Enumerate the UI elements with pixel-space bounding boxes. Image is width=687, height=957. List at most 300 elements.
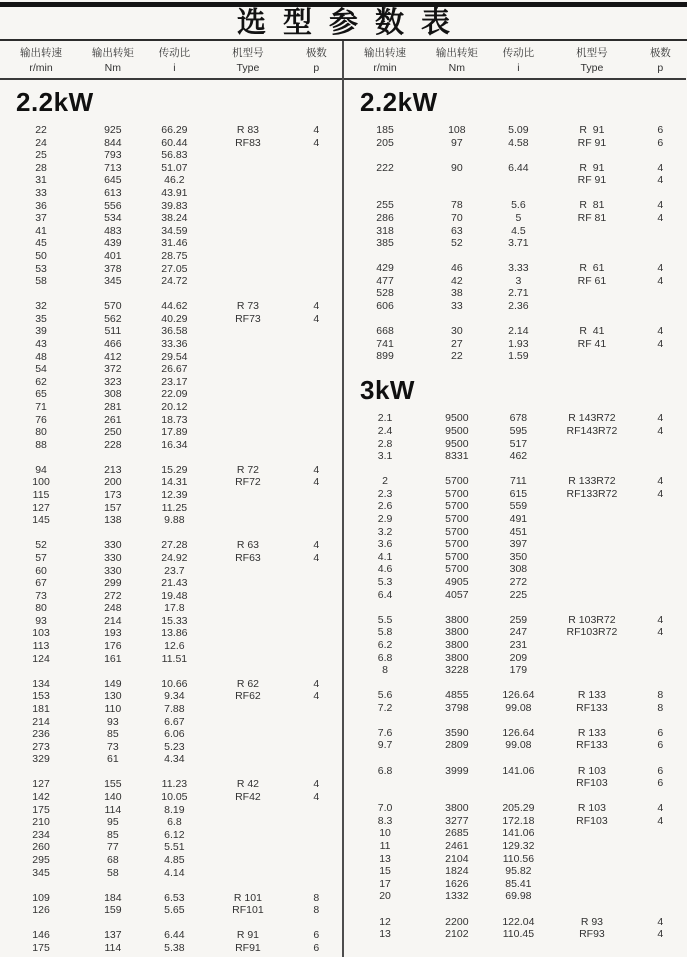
torque-cell: 5700 — [445, 538, 469, 551]
poles-cell: 6 — [657, 124, 664, 136]
torque-cell: 5700 — [445, 550, 469, 563]
table-row — [0, 502, 342, 515]
ratio-cell: 5.6 — [511, 199, 526, 212]
torque-cell: 9500 — [445, 437, 469, 450]
type-cell — [205, 653, 291, 666]
speed-cell: 41 — [35, 224, 47, 237]
speed-cell: 32 — [35, 300, 47, 313]
torque-cell: 97 — [451, 136, 463, 149]
poles-cell — [291, 363, 342, 376]
torque-cell: 8331 — [445, 450, 469, 463]
torque-cell: 3800 — [445, 802, 469, 815]
type-cell — [205, 426, 291, 439]
poles-cell — [635, 840, 686, 853]
ratio-cell: 31.46 — [161, 237, 188, 250]
torque-cell: 73 — [107, 740, 119, 753]
type-cell: RF63 — [235, 551, 261, 564]
ratio-cell: 10.66 — [161, 677, 188, 690]
torque-cell: 149 — [104, 677, 122, 690]
torque-cell: 93 — [107, 715, 119, 728]
speed-cell: 13 — [379, 928, 391, 941]
torque-cell: 439 — [104, 237, 122, 250]
table-row — [344, 162, 686, 175]
ratio-cell — [488, 777, 550, 790]
speed-cell: 71 — [35, 400, 47, 413]
speed-cell: 2.9 — [377, 513, 393, 526]
table-row — [0, 149, 342, 162]
poles-cell — [291, 401, 342, 414]
speed-cell: 222 — [376, 161, 394, 174]
column-label: 传动比 — [158, 47, 191, 59]
ratio-cell: 9.34 — [164, 690, 185, 703]
type-cell — [205, 816, 291, 829]
poles-cell — [291, 174, 342, 187]
type-cell: R 91 — [236, 929, 260, 942]
torque-cell: 345 — [104, 275, 122, 288]
ratio-cell: 19.48 — [161, 589, 188, 602]
poles-cell — [635, 652, 686, 665]
type-cell: R 91 — [579, 161, 605, 174]
torque-cell: 30 — [451, 325, 463, 338]
table-row — [0, 325, 342, 338]
ratio-cell: 13.86 — [161, 627, 188, 640]
speed-cell: 39 — [35, 325, 47, 338]
table-row — [0, 338, 342, 351]
poles-cell: 4 — [657, 475, 664, 488]
type-cell — [205, 602, 291, 615]
type-cell: RF133 — [576, 739, 608, 752]
poles-cell: 4 — [313, 791, 320, 803]
ratio-cell: 23.7 — [164, 564, 185, 577]
table-row — [0, 351, 342, 364]
column-header-row — [0, 41, 342, 80]
type-cell — [205, 640, 291, 653]
poles-cell: 6 — [313, 929, 320, 942]
ratio-cell: 18.73 — [161, 413, 188, 426]
table-row — [0, 577, 342, 590]
ratio-cell: 15.33 — [161, 614, 188, 627]
poles-cell — [635, 589, 686, 602]
speed-cell: 35 — [35, 312, 47, 325]
ratio-cell: 11.51 — [161, 652, 188, 665]
table-row — [344, 287, 686, 300]
column-unit: Nm — [448, 62, 466, 74]
ratio-group — [0, 678, 342, 766]
type-cell — [205, 627, 291, 640]
type-cell — [205, 162, 291, 175]
power-section-heading: 3kW — [360, 375, 415, 406]
poles-cell: 4 — [657, 425, 664, 437]
speed-cell: 286 — [376, 211, 394, 224]
type-cell — [205, 867, 291, 880]
table-row — [0, 539, 342, 552]
ratio-cell: 21.43 — [161, 577, 188, 590]
table-row — [0, 275, 342, 288]
ratio-cell: 46.2 — [164, 174, 185, 187]
speed-cell: 65 — [35, 388, 47, 401]
poles-cell — [291, 187, 342, 200]
type-cell: R 61 — [579, 262, 605, 275]
ratio-cell: 397 — [509, 538, 528, 551]
speed-cell: 2 — [382, 475, 388, 488]
type-cell — [205, 804, 291, 817]
type-cell — [549, 551, 635, 564]
ratio-cell: 6.8 — [167, 816, 182, 829]
type-cell: R 63 — [236, 539, 260, 552]
type-cell — [205, 565, 291, 578]
table-row — [344, 639, 686, 652]
table-row — [344, 551, 686, 564]
ratio-cell: 6.44 — [164, 929, 185, 942]
speed-cell: 6.2 — [377, 638, 393, 651]
poles-cell — [635, 639, 686, 652]
poles-cell — [291, 514, 342, 527]
type-cell — [205, 200, 291, 213]
table-row — [344, 438, 686, 451]
type-cell: RF133 — [576, 701, 608, 714]
speed-cell: 60 — [35, 564, 47, 577]
poles-cell — [291, 615, 342, 628]
poles-cell: 4 — [657, 814, 664, 827]
ratio-group — [344, 199, 686, 249]
ratio-cell: 11.23 — [161, 778, 188, 791]
speed-cell: 48 — [35, 350, 47, 363]
type-cell — [205, 489, 291, 502]
table-row — [344, 425, 686, 438]
type-cell: RF143R72 — [566, 425, 618, 437]
ratio-cell: 51.07 — [161, 161, 188, 174]
speed-cell: 4.1 — [377, 550, 393, 563]
table-row — [344, 338, 686, 351]
torque-cell: 645 — [104, 174, 122, 187]
type-cell: RF 41 — [577, 337, 607, 350]
table-row — [344, 538, 686, 551]
type-cell: R 42 — [236, 778, 260, 791]
speed-cell: 80 — [35, 426, 47, 439]
ratio-group — [0, 778, 342, 879]
speed-cell: 100 — [32, 476, 50, 489]
torque-cell: 137 — [104, 929, 122, 942]
speed-cell: 145 — [32, 514, 50, 527]
table-row — [344, 840, 686, 853]
speed-cell: 52 — [35, 539, 47, 552]
table-row — [0, 804, 342, 817]
table-row — [0, 162, 342, 175]
table-row — [344, 513, 686, 526]
type-cell — [205, 225, 291, 238]
column-header — [426, 46, 488, 75]
type-cell — [205, 250, 291, 263]
table-row — [344, 614, 686, 627]
type-cell: RF42 — [235, 791, 261, 803]
column-label: 极数 — [649, 47, 671, 59]
torque-cell: 61 — [107, 753, 119, 766]
poles-cell — [291, 426, 342, 439]
torque-cell: 3800 — [445, 626, 469, 639]
torque-cell: 70 — [451, 211, 463, 224]
ratio-group — [0, 892, 342, 917]
ratio-cell: 205.29 — [502, 802, 535, 815]
speed-cell: 43 — [35, 338, 47, 350]
ratio-group — [344, 765, 686, 790]
ratio-cell: 12.6 — [164, 640, 185, 653]
table-row — [344, 765, 686, 778]
type-cell — [205, 841, 291, 854]
speed-cell: 2.4 — [377, 425, 393, 437]
type-cell — [205, 741, 291, 754]
type-cell — [205, 439, 291, 452]
table-row — [0, 489, 342, 502]
torque-cell: 38 — [451, 287, 463, 300]
ratio-group — [0, 124, 342, 288]
ratio-cell: 5.09 — [508, 124, 529, 136]
table-row — [0, 187, 342, 200]
torque-cell: 3999 — [445, 764, 469, 777]
poles-cell — [291, 338, 342, 351]
type-cell: R 72 — [236, 463, 260, 476]
ratio-cell — [488, 174, 550, 187]
poles-cell — [291, 351, 342, 364]
speed-cell: 2.6 — [377, 500, 393, 513]
poles-cell: 4 — [313, 300, 320, 313]
type-cell: R 133 — [577, 726, 606, 739]
power-section-heading: 2.2kW — [16, 87, 94, 117]
column-label: 机型号 — [232, 47, 264, 59]
type-cell — [205, 401, 291, 414]
type-cell — [549, 563, 635, 576]
poles-cell: 4 — [657, 915, 664, 928]
speed-cell: 73 — [35, 589, 47, 602]
type-cell — [549, 589, 635, 602]
table-row — [0, 753, 342, 766]
type-cell — [205, 325, 291, 338]
table-row — [344, 450, 686, 463]
table-row — [0, 640, 342, 653]
table-row — [0, 716, 342, 729]
poles-cell — [635, 865, 686, 878]
torque-cell: 228 — [104, 438, 122, 451]
poles-cell — [291, 162, 342, 175]
poles-cell — [291, 728, 342, 741]
ratio-cell: 3.33 — [508, 262, 529, 275]
speed-cell: 93 — [35, 614, 47, 627]
ratio-cell: 129.32 — [502, 840, 535, 853]
ratio-cell: 17.89 — [161, 426, 188, 439]
torque-cell: 33 — [451, 300, 463, 313]
speed-cell: 127 — [32, 778, 50, 791]
ratio-group — [0, 464, 342, 527]
type-cell: RF 91 — [577, 174, 607, 187]
table-row — [344, 576, 686, 589]
ratio-cell: 36.58 — [161, 325, 188, 338]
ratio-group — [0, 539, 342, 665]
ratio-cell: 451 — [509, 525, 528, 538]
torque-cell: 3277 — [445, 814, 469, 827]
poles-cell — [635, 576, 686, 589]
ratio-cell: 517 — [509, 437, 528, 450]
poles-cell: 4 — [657, 412, 664, 425]
ratio-group — [344, 162, 686, 187]
ratio-cell: 2.14 — [508, 325, 529, 338]
torque-cell: 52 — [451, 237, 463, 250]
poles-cell — [635, 513, 686, 526]
column-unit: Type — [236, 62, 260, 74]
poles-cell: 4 — [313, 778, 320, 791]
torque-cell: 713 — [104, 161, 122, 174]
torque-cell: 5700 — [445, 500, 469, 513]
type-cell — [205, 149, 291, 162]
speed-cell: 109 — [32, 891, 50, 904]
ratio-cell: 10.05 — [161, 791, 188, 803]
torque-cell: 3798 — [445, 701, 469, 714]
column-label: 输出转矩 — [435, 47, 478, 59]
table-row — [0, 929, 342, 942]
torque-cell: 3800 — [445, 651, 469, 664]
torque-cell: 4057 — [445, 588, 469, 601]
type-cell: RF103R72 — [566, 626, 618, 639]
poles-cell: 4 — [657, 174, 664, 187]
ratio-cell: 34.59 — [161, 224, 188, 237]
poles-cell — [635, 300, 686, 313]
ratio-cell: 27.28 — [161, 539, 188, 552]
table-row — [0, 602, 342, 615]
poles-cell: 4 — [657, 626, 664, 639]
type-cell — [549, 840, 635, 853]
column-unit: Type — [580, 62, 604, 74]
table-row — [0, 439, 342, 452]
table-row — [344, 262, 686, 275]
speed-cell: 17 — [379, 877, 391, 890]
ratio-group — [0, 929, 342, 954]
type-cell — [205, 590, 291, 603]
poles-cell — [635, 438, 686, 451]
ratio-cell: 43.91 — [161, 186, 188, 199]
poles-cell — [291, 325, 342, 338]
torque-cell: 330 — [104, 551, 122, 564]
column-label: 输出转速 — [20, 47, 63, 59]
speed-cell: 28 — [35, 161, 47, 174]
ratio-cell: 172.18 — [502, 814, 535, 827]
type-cell — [205, 753, 291, 766]
type-cell — [549, 878, 635, 891]
torque-cell: 2685 — [445, 827, 469, 840]
column-label: 输出转矩 — [91, 47, 134, 59]
table-row — [0, 174, 342, 187]
speed-cell: 10 — [379, 827, 391, 840]
speed-cell: 62 — [35, 375, 47, 388]
ratio-cell: 40.29 — [161, 312, 188, 325]
table-row — [0, 237, 342, 250]
power-section-heading: 2.2kW — [360, 87, 438, 117]
table-row — [344, 865, 686, 878]
poles-cell: 4 — [657, 613, 664, 626]
torque-cell: 844 — [104, 136, 122, 149]
poles-cell: 6 — [657, 726, 664, 739]
speed-cell: 3.2 — [377, 525, 393, 538]
column-label: 传动比 — [502, 47, 535, 59]
type-cell — [205, 338, 291, 351]
torque-cell: 85 — [107, 828, 119, 841]
poles-cell: 8 — [313, 891, 320, 904]
table-row — [344, 225, 686, 238]
type-cell: R 103 — [577, 764, 606, 777]
poles-cell: 4 — [657, 274, 664, 287]
table-row — [0, 690, 342, 703]
poles-cell: 4 — [657, 487, 664, 500]
ratio-cell: 2.71 — [508, 287, 529, 300]
table-row — [0, 388, 342, 401]
speed-cell: 31 — [35, 174, 47, 187]
speed-cell: 127 — [32, 501, 50, 514]
table-row — [344, 802, 686, 815]
table-row — [0, 854, 342, 867]
speed-cell: 5.8 — [377, 626, 393, 639]
poles-cell — [291, 867, 342, 880]
type-cell: R 83 — [236, 124, 260, 136]
column-header — [82, 46, 144, 75]
speed-cell: 260 — [32, 841, 50, 854]
ratio-group — [344, 412, 686, 462]
column-header — [488, 46, 550, 75]
type-cell — [205, 716, 291, 729]
column-label: 机型号 — [576, 47, 608, 59]
torque-cell: 250 — [104, 426, 122, 439]
ratio-cell: 5.65 — [164, 904, 185, 917]
speed-cell: 345 — [32, 866, 50, 879]
table-row — [0, 414, 342, 427]
speed-cell: 7.6 — [377, 726, 393, 739]
ratio-cell: 350 — [509, 550, 528, 563]
torque-cell: 46 — [451, 262, 463, 275]
poles-cell — [635, 563, 686, 576]
table-row — [344, 412, 686, 425]
poles-cell — [291, 703, 342, 716]
table-row — [344, 212, 686, 225]
poles-cell — [635, 450, 686, 463]
table-row — [0, 250, 342, 263]
torque-cell: 330 — [104, 539, 122, 552]
table-row — [344, 827, 686, 840]
poles-cell: 4 — [313, 463, 320, 476]
speed-cell: 33 — [35, 186, 47, 199]
type-cell: R 133R72 — [568, 475, 616, 488]
torque-cell: 466 — [104, 338, 122, 350]
ratio-cell: 4.85 — [164, 853, 185, 866]
speed-cell: 7.2 — [377, 701, 393, 714]
type-cell — [205, 577, 291, 590]
table-row — [344, 325, 686, 338]
speed-cell: 329 — [32, 753, 50, 766]
poles-cell: 6 — [657, 136, 664, 149]
column-unit: i — [173, 62, 176, 74]
ratio-cell: 6.06 — [164, 728, 185, 741]
type-cell — [205, 728, 291, 741]
poles-cell: 8 — [657, 689, 664, 702]
ratio-cell: 6.12 — [164, 828, 185, 841]
torque-cell: 2102 — [445, 928, 469, 941]
type-cell: RF73 — [235, 312, 261, 325]
table-row — [344, 777, 686, 790]
type-cell: RF72 — [235, 476, 261, 489]
ratio-cell: 5.51 — [164, 841, 185, 854]
poles-cell: 8 — [313, 904, 320, 917]
speed-cell: 5.5 — [377, 613, 393, 626]
ratio-cell: 8.19 — [164, 803, 185, 816]
torque-cell: 2104 — [445, 852, 469, 865]
type-cell — [205, 174, 291, 187]
poles-cell — [291, 149, 342, 162]
table-row — [0, 313, 342, 326]
